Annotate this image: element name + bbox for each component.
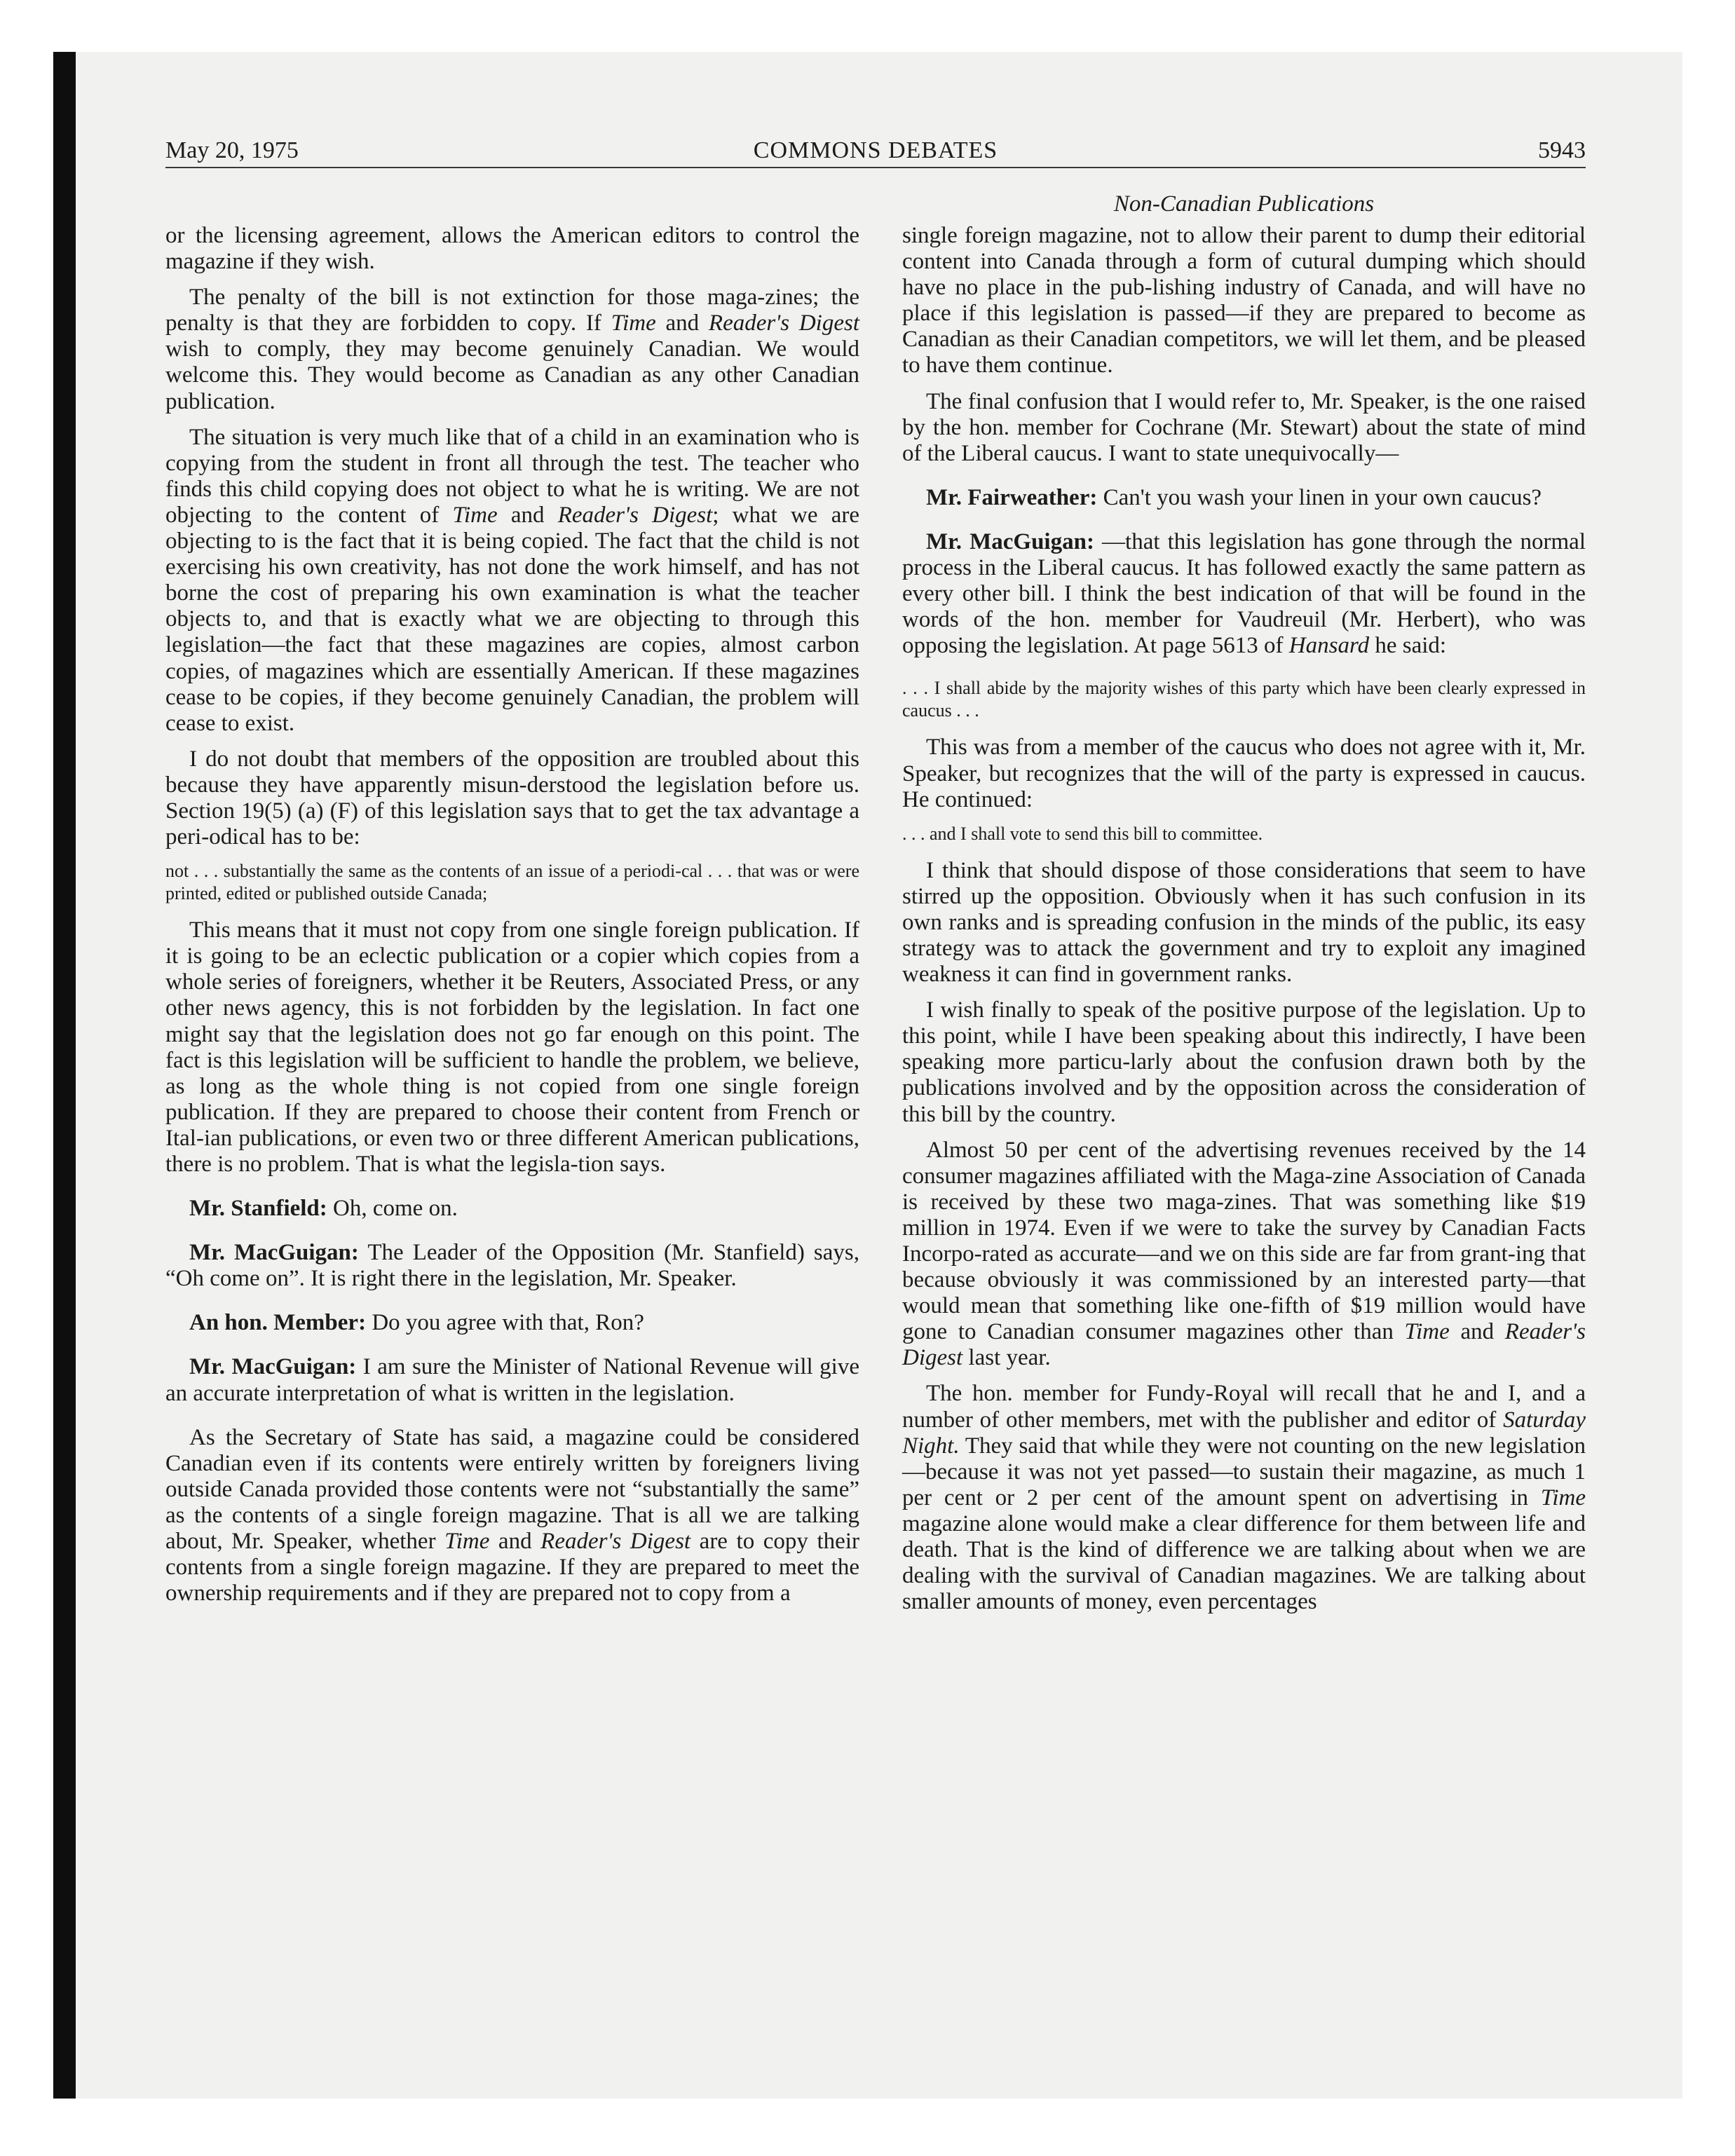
header-page-number: 5943 <box>1538 137 1586 163</box>
block-quote: . . . I shall abide by the majority wishes of this party which have been clearly expressed in caucus . . . <box>902 678 1586 721</box>
header-rule <box>165 167 1586 168</box>
paragraph: I think that should dispose of those considerations that seem to have stirred up the opposition. Obviously when it has such confusion in its own ranks and is spreading confusion in the minds of the public, its easy strategy was to attack the government and try to exploit any imagined weakness it can find in government ranks. <box>902 857 1586 988</box>
paragraph: Almost 50 per cent of the advertising revenues received by the 14 consumer magazines affiliated with the Maga-zine Association of Canada is received by these two maga-zines. That was something like $19 million in 1974. Even if we were to take the survey by Canadian Facts Incorpo-rated as accurate—and we on this side are far from grant-ing that because obviously it was commissioned by an interested party—that would mean that something like one-fifth of $19 million would have gone to Canadian consumer magazines other than Time and Reader's Digest last year. <box>902 1137 1586 1371</box>
speech: Mr. MacGuigan: —that this legislation has gone through the normal process in the Liberal caucus. It has followed exactly the same pattern as every other bill. I think the best indication of that will be found in the words of the hon. member for Vaudreuil (Mr. Herbert), who was opposing the legislation. At page 5613 of Hansard he said: <box>902 528 1586 659</box>
speaker-name: Mr. Fairweather: <box>926 484 1098 510</box>
block-quote: not . . . substantially the same as the contents of an issue of a periodi-cal . . . that was or were printed, edited or published outside Canada; <box>165 861 859 904</box>
speaker-name: Mr. MacGuigan: <box>189 1240 359 1266</box>
block-quote: . . . and I shall vote to send this bill to committee. <box>902 823 1263 844</box>
paragraph: The hon. member for Fundy-Royal will recall that he and I, and a number of other members, met with the publisher and editor of Saturday Night. They said that while they were not counting on the new legislation—because it was not yet passed—to sustain their magazine, as much 1 per cent or 2 per cent of the amount spent on advertising in Time magazine alone would make a clear difference for them between life and death. That is the kind of difference we are talking about when we are dealing with the survival of Canadian magazines. We are talking about smaller amounts of money, even percentages <box>902 1381 1586 1615</box>
speech: An hon. Member: Do you agree with that, Ron? <box>189 1310 644 1336</box>
right-column <box>902 223 1586 1625</box>
speech: Mr. MacGuigan: I am sure the Minister of National Revenue will give an accurate interpretation of what is written in the legislation. <box>165 1354 859 1406</box>
paragraph: or the licensing agreement, allows the American editors to control the magazine if they wish. <box>165 223 859 275</box>
paragraph: As the Secretary of State has said, a magazine could be considered Canadian even if its contents were entirely written by foreigners living outside Canada provided those contents were not “substantially the same” as the contents of a single foreign magazine. That is all we are talking about, Mr. Speaker, whether Time and Reader's Digest are to copy their contents from a single foreign magazine. If they are prepared to meet the ownership requirements and if they are prepared not to copy from a <box>165 1424 859 1606</box>
page-header <box>165 133 1586 168</box>
speaker-name: Mr. MacGuigan: <box>926 528 1094 554</box>
speech: Mr. Stanfield: Oh, come on. <box>189 1196 458 1222</box>
speech: Mr. MacGuigan: The Leader of the Opposition (Mr. Stanfield) says, “Oh come on”. It is right there in the legislation, Mr. Speaker. <box>165 1240 859 1292</box>
paragraph: I do not doubt that members of the opposition are troubled about this because they have apparently misun-derstood the legislation before us. Section 19(5) (a) (F) of this legislation says that to get the tax advantage a peri-odical has to be: <box>165 746 859 850</box>
header-date: May 20, 1975 <box>165 137 299 163</box>
paragraph: I wish finally to speak of the positive purpose of the legislation. Up to this point, while I have been speaking about this indirectly, I have been speaking more particu-larly about the confusion drawn both by the publications involved and by the opposition across the consideration of this bill by the country. <box>902 997 1586 1127</box>
left-column <box>165 223 859 1616</box>
speaker-name: An hon. Member: <box>189 1310 367 1336</box>
paragraph: This means that it must not copy from one single foreign publication. If it is going to be an eclectic publication or a copier which copies from a whole series of foreigners, whether it be Reuters, Associated Press, or any other news agency, this is not forbidden by the legislation. In fact one might say that the legislation does not go far enough on this point. The fact is this legislation will be sufficient to handle the problem, we believe, as long as the whole thing is not copied from one single foreign publication. If they are prepared to choose their content from French or Ital-ian publications, or even two or three different American publications, there is no problem. That is what the legisla-tion says. <box>165 917 859 1177</box>
paragraph: The final confusion that I would refer to, Mr. Speaker, is the one raised by the hon. member for Cochrane (Mr. Stewart) about the state of mind of the Liberal caucus. I want to state unequivocally— <box>902 388 1586 466</box>
running-head: Non-Canadian Publications <box>1113 191 1375 217</box>
binding-edge <box>53 52 76 2099</box>
header-title: COMMONS DEBATES <box>753 137 998 163</box>
speech: Mr. Fairweather: Can't you wash your linen in your own caucus? <box>926 484 1542 510</box>
speaker-name: Mr. MacGuigan: <box>189 1354 357 1380</box>
paragraph: The situation is very much like that of a child in an examination who is copying from the student in front all through the test. The teacher who finds this child copying does not object to what he is writing. We are not objecting to the content of Time and Reader's Digest; what we are objecting to is the fact that it is being copied. The fact that the child is not exercising his own creativity, has not done the work himself, and has not borne the cost of preparing his own examination is what the teacher objects to, and that is exactly what we are objecting to through this legislation—the fact that these magazines are copies, almost carbon copies, of magazines which are essentially American. If these magazines cease to be copies, if they become genuinely Canadian, the problem will cease to exist. <box>165 424 860 736</box>
speaker-name: Mr. Stanfield: <box>189 1196 327 1222</box>
paragraph: single foreign magazine, not to allow their parent to dump their editorial content into Canada through a form of cutural dumping which should have no place in the pub-lishing industry of Canada, and will have no place if this legislation is passed—if they are prepared to become as Canadian as their Canadian competitors, we will let them, and be pleased to have them continue. <box>902 223 1586 378</box>
paragraph: The penalty of the bill is not extinction for those maga-zines; the penalty is that they are forbidden to copy. If Time and Reader's Digest wish to comply, they may become genuinely Canadian. We would welcome this. They would become as Canadian as any other Canadian publication. <box>165 285 859 414</box>
paragraph: This was from a member of the caucus who does not agree with it, Mr. Speaker, but recognizes that the will of the party is expressed in caucus. He continued: <box>902 735 1586 812</box>
